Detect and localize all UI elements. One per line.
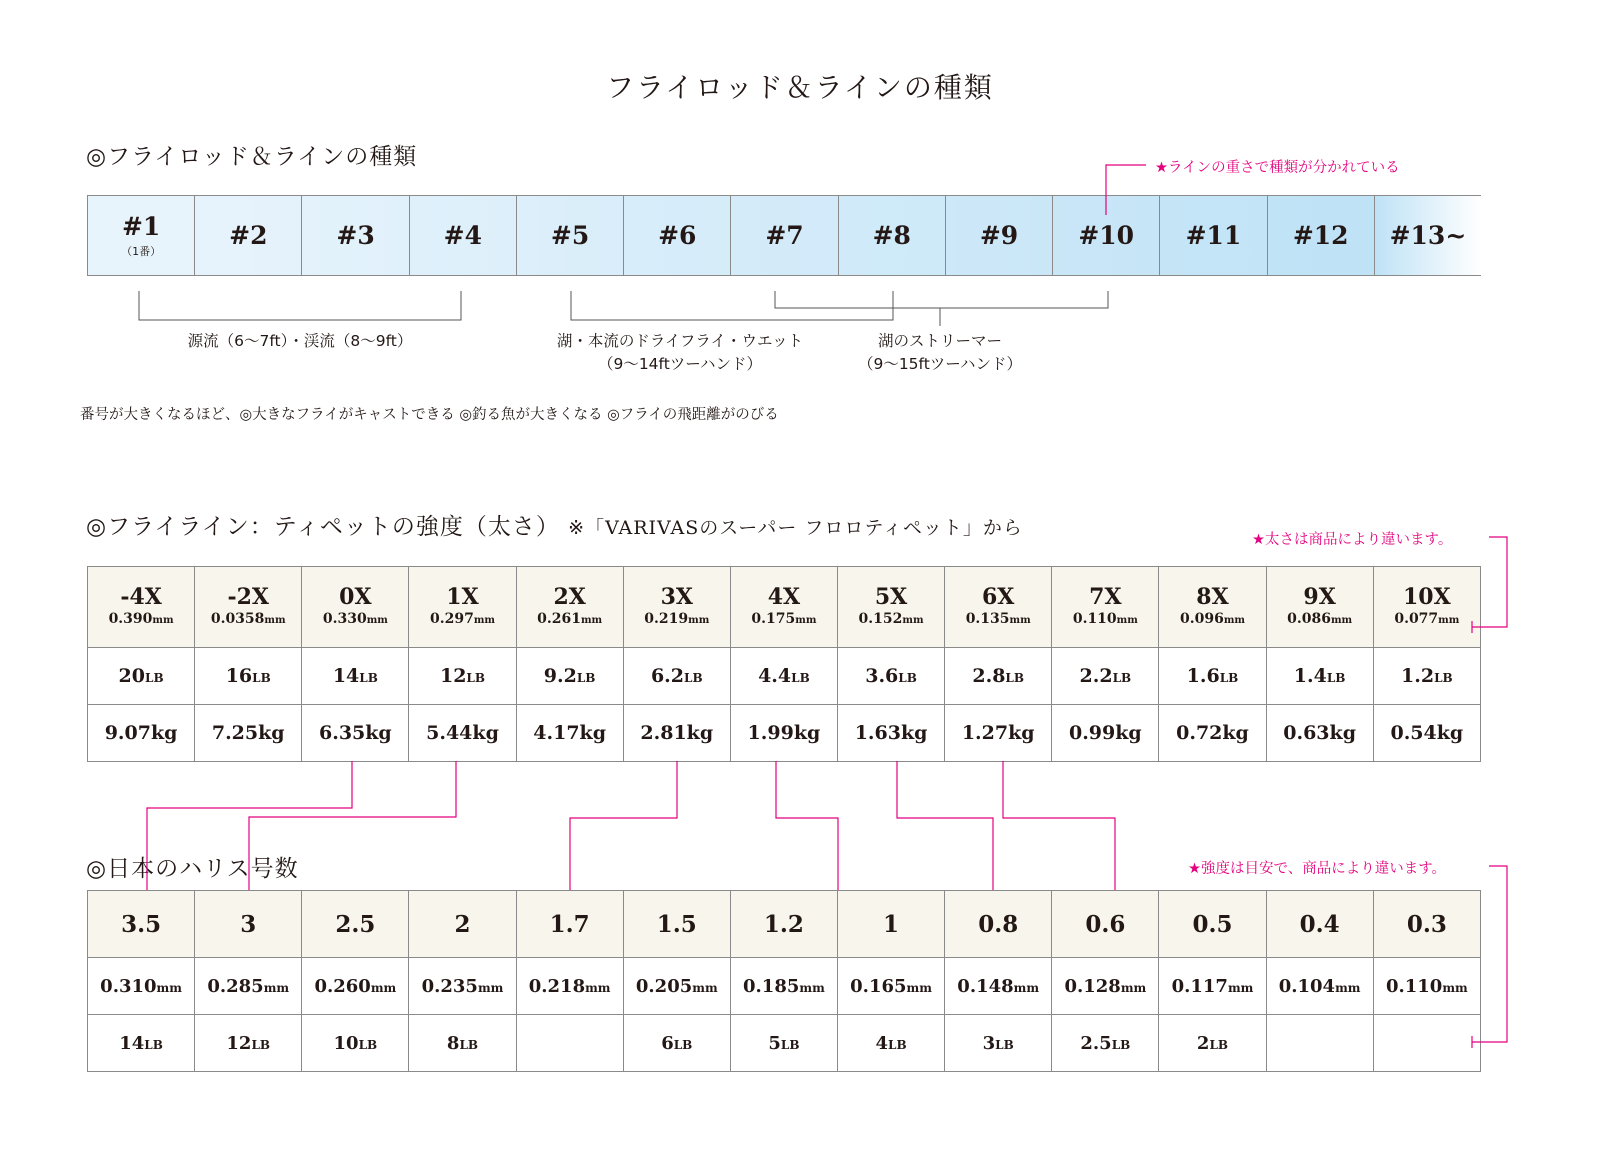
unit-mm: mm <box>264 615 286 626</box>
harisu-go-value: 1 <box>883 910 900 938</box>
tippet-x-size: 1X <box>446 584 479 610</box>
section-title-rod-line: ◎フライロッド＆ラインの種類 <box>86 144 418 170</box>
unit-mm: mm <box>688 615 710 626</box>
rod-number: #5 <box>550 221 590 250</box>
tippet-lb-value: 1.2 <box>1401 665 1435 687</box>
tippet-lb-value: 16 <box>225 665 253 687</box>
tippet-diameter-value: 0.297 <box>429 611 474 627</box>
harisu-lb-value: 4 <box>875 1032 889 1054</box>
tippet-x-size: 5X <box>874 584 908 610</box>
rod-number: #10 <box>1078 221 1135 250</box>
unit-mm: mm <box>906 980 932 995</box>
harisu-mm-value: 0.185 <box>743 975 800 997</box>
tippet-x-size: -2X <box>227 584 269 610</box>
tippet-diameter-value: 0.110 <box>1072 611 1117 627</box>
tippet-x-size: 4X <box>767 584 801 610</box>
harisu-mm-value: 0.110 <box>1385 975 1443 997</box>
unit-mm: mm <box>370 980 397 995</box>
unit-lb: LB <box>459 1037 479 1052</box>
tippet-lb-value: 2.8 <box>972 665 1006 687</box>
rod-number: #9 <box>979 221 1019 250</box>
harisu-go-value: 1.2 <box>763 910 804 938</box>
harisu-go-value: 0.4 <box>1299 910 1340 938</box>
unit-mm: mm <box>1120 980 1147 995</box>
unit-lb: LB <box>898 671 917 685</box>
tippet-diameter-value: 0.0358 <box>210 611 265 627</box>
tippet-lb-value: 12 <box>439 665 467 687</box>
unit-lb: LB <box>145 671 164 685</box>
harisu-mm-value: 0.165 <box>850 975 907 997</box>
unit-lb: LB <box>359 671 378 685</box>
tippet-diameter-value: 0.152 <box>858 611 903 627</box>
range-lake-streamer-line1: 湖のストリーマー <box>877 332 1002 350</box>
tippet-kg-value: 7.25kg <box>211 722 285 744</box>
unit-mm: mm <box>473 615 495 626</box>
unit-mm: mm <box>1223 615 1245 626</box>
tippet-diameter-value: 0.077 <box>1394 611 1439 627</box>
link-3x-1-7 <box>570 761 677 890</box>
rod-number-reading: （1番） <box>121 245 162 258</box>
unit-lb: LB <box>1111 1037 1131 1052</box>
unit-mm: mm <box>580 615 603 626</box>
harisu-go-value: 2.5 <box>335 910 376 938</box>
unit-mm: mm <box>692 980 718 995</box>
bracket-strength <box>1472 866 1507 1042</box>
unit-mm: mm <box>1227 980 1254 995</box>
tippet-kg-value: 1.27kg <box>961 722 1035 744</box>
harisu-lb-value: 2 <box>1196 1032 1210 1054</box>
tippet-x-size: 0X <box>339 584 372 610</box>
tippet-kg-value: 5.44kg <box>426 722 499 744</box>
harisu-lb-value: 2.5 <box>1080 1032 1112 1054</box>
rod-number: #6 <box>658 221 697 250</box>
tippet-kg-value: 2.81kg <box>640 722 714 744</box>
tippet-kg-value: 9.07kg <box>104 722 178 744</box>
bracket-lake-streamer <box>775 291 1108 308</box>
harisu-mm-value: 0.235 <box>421 975 478 997</box>
harisu-go-value: 3.5 <box>121 910 162 938</box>
harisu-go-value: 0.8 <box>978 910 1019 938</box>
unit-mm: mm <box>585 980 611 995</box>
tippet-x-size: -4X <box>120 584 162 610</box>
bracket-thickness <box>1472 537 1507 627</box>
harisu-mm-value: 0.104 <box>1278 975 1336 997</box>
harisu-lb-value: 14 <box>119 1032 145 1054</box>
harisu-go-value: 0.5 <box>1192 910 1233 938</box>
unit-lb: LB <box>1219 671 1239 685</box>
unit-lb: LB <box>466 671 486 685</box>
tippet-lb-value: 1.4 <box>1293 665 1327 687</box>
note-strength: ★強度は目安で、商品により違います。 <box>1188 861 1447 877</box>
harisu-lb-value: 3 <box>982 1032 996 1054</box>
harisu-mm-value: 0.310 <box>100 975 157 997</box>
tippet-x-size: 7X <box>1089 584 1122 610</box>
tippet-x-size: 9X <box>1303 584 1336 610</box>
unit-mm: mm <box>799 980 825 995</box>
unit-lb: LB <box>1434 671 1453 685</box>
link-4x-1 <box>776 761 838 890</box>
note-line-weight: ★ラインの重さで種類が分かれている <box>1155 160 1400 176</box>
tippet-diameter-value: 0.219 <box>644 611 689 627</box>
harisu-go-value: 0.6 <box>1085 910 1126 938</box>
unit-mm: mm <box>263 980 290 995</box>
harisu-go-value: 0.3 <box>1406 910 1447 938</box>
tippet-lb-value: 6.2 <box>650 665 684 687</box>
tippet-x-size: 10X <box>1403 584 1451 610</box>
unit-mm: mm <box>152 615 174 626</box>
unit-mm: mm <box>1009 615 1031 626</box>
harisu-mm-value: 0.128 <box>1064 975 1121 997</box>
harisu-go-value: 3 <box>240 910 257 938</box>
unit-lb: LB <box>576 671 596 685</box>
tippet-diameter-value: 0.261 <box>537 611 581 627</box>
tippet-kg-value: 0.99kg <box>1068 722 1142 744</box>
tippet-kg-value: 1.99kg <box>747 722 821 744</box>
unit-lb: LB <box>144 1037 163 1052</box>
tippet-diameter-value: 0.135 <box>965 611 1010 627</box>
rod-number: #4 <box>443 221 482 250</box>
harisu-mm-value: 0.285 <box>207 975 264 997</box>
unit-lb: LB <box>791 671 810 685</box>
unit-mm: mm <box>1442 980 1468 995</box>
tippet-lb-value: 3.6 <box>865 665 899 687</box>
rod-number: #7 <box>765 221 804 250</box>
tippet-lb-value: 4.4 <box>758 665 792 687</box>
harisu-go-value: 2 <box>454 910 471 938</box>
section-title-tippet-main: ◎フライライン：ティペットの強度（太さ） <box>86 514 560 540</box>
rod-number: #8 <box>872 221 911 250</box>
unit-lb: LB <box>888 1037 907 1052</box>
rod-number: #11 <box>1185 221 1242 250</box>
harisu-lb-value: 8 <box>446 1032 460 1054</box>
harisu-lb-value: 12 <box>226 1032 252 1054</box>
unit-lb: LB <box>673 1037 693 1052</box>
unit-mm: mm <box>156 980 182 995</box>
pink-connectors <box>147 165 1507 1048</box>
tippet-lb-value: 1.6 <box>1186 665 1220 687</box>
tippet-kg-value: 0.54kg <box>1390 722 1464 744</box>
unit-mm: mm <box>1335 980 1361 995</box>
tippet-diameter-value: 0.175 <box>751 611 796 627</box>
rod-footnote: 番号が大きくなるほど、◎大きなフライがキャストできる ◎釣る魚が大きくなる ◎フライの飛距離がのびる <box>80 407 779 423</box>
unit-lb: LB <box>358 1037 378 1052</box>
unit-lb: LB <box>780 1037 800 1052</box>
harisu-lb-value: 5 <box>768 1032 781 1054</box>
rod-number: #12 <box>1292 221 1349 250</box>
tippet-lb-value: 9.2 <box>543 665 577 687</box>
tippet-diameter-value: 0.330 <box>322 611 367 627</box>
pointer-line-weight <box>1106 165 1146 215</box>
unit-mm: mm <box>1438 615 1460 626</box>
unit-mm: mm <box>477 980 504 995</box>
unit-mm: mm <box>1330 615 1353 626</box>
tippet-kg-value: 0.63kg <box>1283 722 1356 744</box>
tippet-x-size: 8X <box>1196 584 1229 610</box>
unit-mm: mm <box>902 615 924 626</box>
rod-number: #1 <box>121 212 161 241</box>
unit-mm: mm <box>795 615 817 626</box>
unit-mm: mm <box>1116 615 1138 626</box>
rod-number: #2 <box>229 221 268 250</box>
unit-mm: mm <box>366 615 388 626</box>
page-title: フライロッド＆ラインの種類 <box>606 71 994 104</box>
unit-lb: LB <box>1005 671 1025 685</box>
harisu-go-value: 1.5 <box>656 910 697 938</box>
unit-mm: mm <box>1013 980 1040 995</box>
tippet-diameter-value: 0.390 <box>108 611 153 627</box>
tippet-lb-value: 20 <box>118 665 145 687</box>
range-brackets <box>139 291 1108 326</box>
harisu-mm-value: 0.205 <box>635 975 693 997</box>
bracket-stream <box>139 291 461 320</box>
harisu-go-value: 1.7 <box>549 910 590 938</box>
range-lake-streamer-line2: （9〜15ftツーハンド） <box>857 355 1023 373</box>
range-lake-main-line1: 湖・本流のドライフライ・ウエット <box>556 332 804 350</box>
unit-lb: LB <box>1112 671 1132 685</box>
bracket-lake-main <box>571 291 893 320</box>
tippet-x-size: 2X <box>553 584 586 610</box>
rod-number: #13~ <box>1389 221 1467 250</box>
tippet-kg-value: 4.17kg <box>533 722 606 744</box>
section-title-tippet-source: ※「VARIVASのスーパー フロロティペット」から <box>568 517 1023 539</box>
link-5x-0-8 <box>897 761 993 890</box>
unit-lb: LB <box>1326 671 1346 685</box>
tippet-diameter-value: 0.086 <box>1287 611 1331 627</box>
tippet-kg-value: 6.35kg <box>318 722 392 744</box>
unit-lb: LB <box>252 671 271 685</box>
harisu-lb-value: 10 <box>333 1032 359 1054</box>
tippet-kg-value: 0.72kg <box>1176 722 1249 744</box>
harisu-mm-value: 0.218 <box>528 975 586 997</box>
tippet-x-size: 3X <box>660 584 693 610</box>
range-stream: 源流（6〜7ft）・渓流（8〜9ft） <box>187 332 413 350</box>
harisu-mm-value: 0.260 <box>314 975 371 997</box>
tippet-kg-value: 1.63kg <box>854 722 928 744</box>
harisu-mm-value: 0.117 <box>1171 975 1228 997</box>
rod-number: #3 <box>336 221 375 250</box>
section-title-harisu: ◎日本のハリス号数 <box>86 856 299 882</box>
link-6x-0-6 <box>1003 761 1115 890</box>
range-lake-main-line2: （9〜14ftツーハンド） <box>597 355 763 373</box>
tippet-diameter-value: 0.096 <box>1179 611 1224 627</box>
harisu-mm-value: 0.148 <box>957 975 1014 997</box>
tippet-x-size: 6X <box>982 584 1015 610</box>
note-thickness: ★太さは商品により違います。 <box>1252 532 1453 548</box>
unit-lb: LB <box>995 1037 1014 1052</box>
unit-lb: LB <box>251 1037 271 1052</box>
tippet-lb-value: 2.2 <box>1079 665 1113 687</box>
harisu-lb-value: 6 <box>661 1032 674 1054</box>
tippet-lb-value: 14 <box>332 665 360 687</box>
unit-lb: LB <box>684 671 703 685</box>
unit-lb: LB <box>1209 1037 1229 1052</box>
